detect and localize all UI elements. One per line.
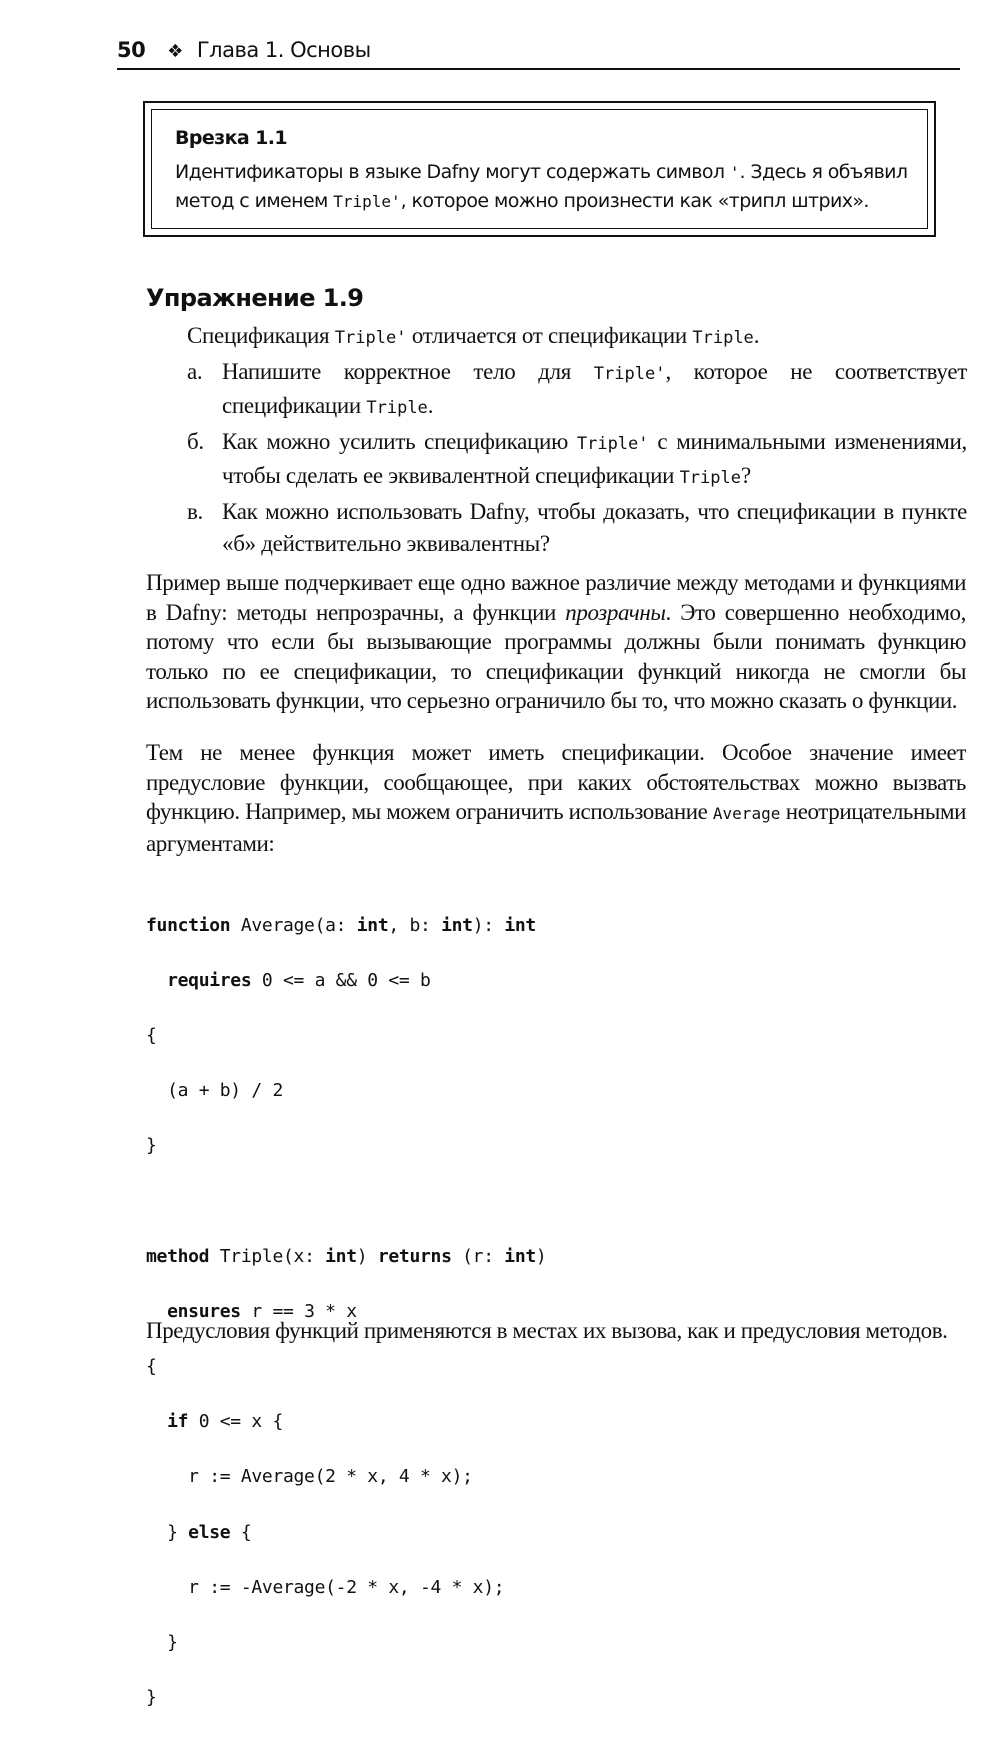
sidebar-inner [151,109,928,229]
sidebar-box [143,101,936,237]
item-marker: а. [187,359,203,384]
ornament-icon: ❖ [167,41,183,62]
code-line: if 0 <= x { [167,1411,283,1433]
item-marker: в. [187,499,204,524]
sidebar-text-part: , которое можно произнести как «трипл штрих». [400,190,869,212]
text-part: . [427,393,434,418]
code-line: r := Average(2 * x, 4 * x); [188,1466,473,1488]
text-part: с минимальными изменениями, чтобы сделать ее эквивалентной спецификации [222,429,967,488]
code-line: } else { [167,1521,252,1543]
code-line: r := -Average(-2 * x, -4 * x); [188,1576,505,1598]
paragraph-2 [146,738,966,858]
inline-code: Triple' [593,364,666,384]
inline-code: Triple [692,328,754,348]
sidebar-code: Triple' [333,192,401,211]
paragraph-1 [146,568,966,716]
inline-code: Average [712,804,781,823]
text-part: Спецификация [187,323,335,348]
text-part: Тем не менее функция может иметь спецификации. Особое значение имеет предусловие функции, сообщающее, при каких обстоятельствах можно вызвать функцию. Например, мы можем ограничить использование [146,740,966,824]
item-text: Как можно использовать Dafny, чтобы доказать, что спецификации в пункте «б» действительно эквивалентны? [222,499,967,556]
paragraph-3: Предусловия функций применяются в местах их вызова, как и предусловия методов. [146,1318,948,1343]
sidebar-text-part: Идентификаторы в языке Dafny могут содержать символ [175,161,730,183]
inline-code: Triple [366,398,428,418]
text-part: . [753,323,760,348]
item-text [222,356,967,424]
code-line: } [146,1135,157,1157]
text-part: ? [740,463,751,488]
code-line: } [167,1632,178,1654]
inline-code: Triple [679,468,741,488]
running-header [117,38,960,70]
text-part: , которое не соответствует спецификации [222,359,967,418]
code-line: } [146,1687,157,1709]
inline-code: Triple' [576,434,649,454]
exercise-intro [187,320,967,354]
exercise-body [187,320,967,560]
code-line: method Triple(x: int) returns (r: int) [146,1245,547,1267]
code-line: function Average(a: int, b: int): int [146,914,536,936]
chapter-title: Глава 1. Основы [196,38,371,62]
exercise-item-a [187,356,967,424]
inline-code: Triple' [334,328,407,348]
text-part: отличается от спецификации [406,323,693,348]
code-line: { [146,1356,157,1378]
code-line: requires 0 <= a && 0 <= b [167,969,431,991]
code-listing [146,884,946,1739]
text-part: Пример выше подчеркивает еще одно важное различие между методами и функциями в Dafny: методы непрозрачны, а функции [146,570,966,625]
item-text [222,426,967,494]
page-number: 50 [117,38,146,62]
sidebar-code: ' [729,163,740,182]
code-line: ensures r == 3 * x [167,1300,357,1322]
code-line: { [146,1024,157,1046]
exercise-item-c [187,496,967,560]
sidebar-title: Врезка 1.1 [175,127,287,149]
text-part: Напишите корректное тело для [222,359,594,384]
item-marker: б. [187,429,204,454]
text-part: . Это совершенно необходимо, потому что если бы вызывающие программы должны были понимать функцию только по ее спецификации, то спецификации функций никогда не смогли бы использовать функции, что серьезно ограничило бы то, что можно сказать о функции. [146,599,967,713]
text-part: Как можно усилить спецификацию [222,429,577,454]
italic-term: прозрачны [565,599,666,625]
sidebar-text-part: . Здесь я объявил метод с именем [175,161,908,212]
text-part: неотрицательными аргументами: [146,799,967,856]
exercise-title: Упражнение 1.9 [146,284,364,312]
code-line: (a + b) / 2 [167,1080,283,1102]
code-line-blank [146,1188,946,1216]
sidebar-text [175,158,909,216]
exercise-item-b [187,426,967,494]
